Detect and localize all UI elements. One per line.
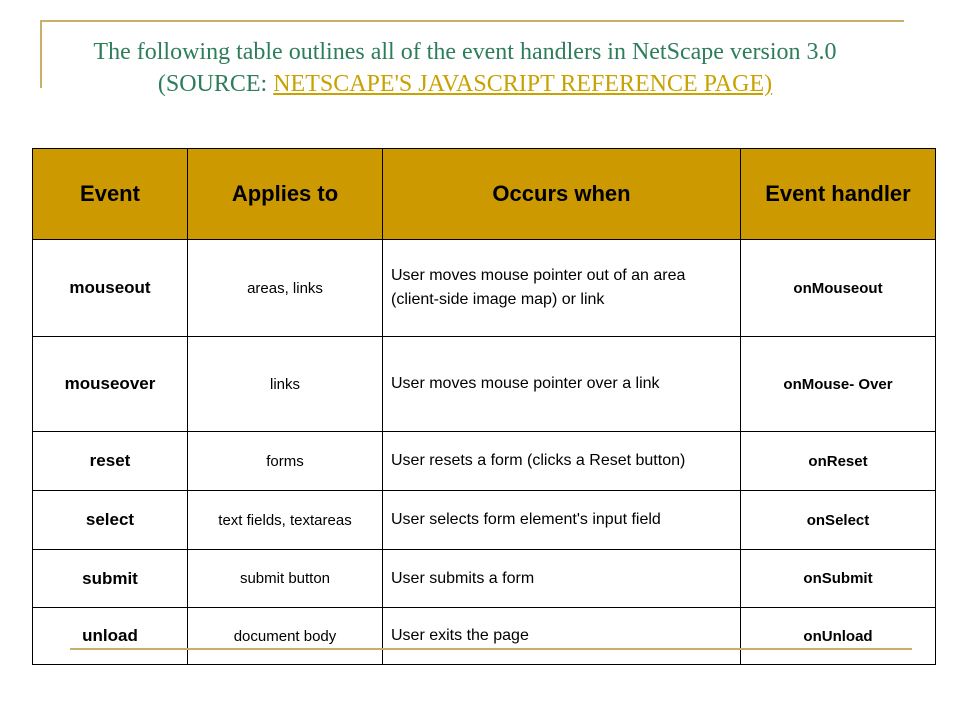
event-handlers-table [32,148,936,665]
cell-applies-to: document body [188,608,383,665]
cell-applies-to: submit button [188,550,383,608]
cell-occurs-when: User exits the page [383,608,741,665]
source-line [60,68,870,100]
cell-applies-to: links [188,337,383,432]
cell-occurs-when: User selects form element's input field [383,491,741,550]
cell-event-handler: onUnload [741,608,936,665]
cell-occurs-when: User moves mouse pointer over a link [383,337,741,432]
source-link[interactable]: NETSCAPE'S JAVASCRIPT REFERENCE PAGE) [273,71,773,97]
header-applies-to: Applies to [188,149,383,240]
cell-event: submit [33,550,188,608]
cell-event-handler: onMouse- Over [741,337,936,432]
cell-event: reset [33,432,188,491]
cell-event-handler: onReset [741,432,936,491]
title-line: The following table outlines all of the event handlers in NetScape version 3.0 [93,39,837,65]
header-event-handler: Event handler [741,149,936,240]
cell-occurs-when: User resets a form (clicks a Reset button) [383,432,741,491]
header-event: Event [33,149,188,240]
cell-occurs-when: User submits a form [383,550,741,608]
cell-event-handler: onMouseout [741,240,936,337]
table-row [33,550,936,608]
table-row [33,337,936,432]
cell-event: mouseout [33,240,188,337]
cell-occurs-when: User moves mouse pointer out of an area (client-side image map) or link [383,240,741,337]
top-accent-line [40,20,904,22]
table-row [33,432,936,491]
bottom-accent-line [70,648,912,650]
cell-applies-to: text fields, textareas [188,491,383,550]
table-row [33,608,936,665]
cell-event: mouseover [33,337,188,432]
table-header-row [33,149,936,240]
slide-title [60,36,870,100]
table-row [33,240,936,337]
cell-event-handler: onSubmit [741,550,936,608]
cell-event: select [33,491,188,550]
source-prefix: (SOURCE: [157,71,274,97]
cell-event: unload [33,608,188,665]
header-occurs-when: Occurs when [383,149,741,240]
cell-applies-to: areas, links [188,240,383,337]
cell-applies-to: forms [188,432,383,491]
cell-event-handler: onSelect [741,491,936,550]
table-row [33,491,936,550]
left-accent-line [40,20,42,88]
